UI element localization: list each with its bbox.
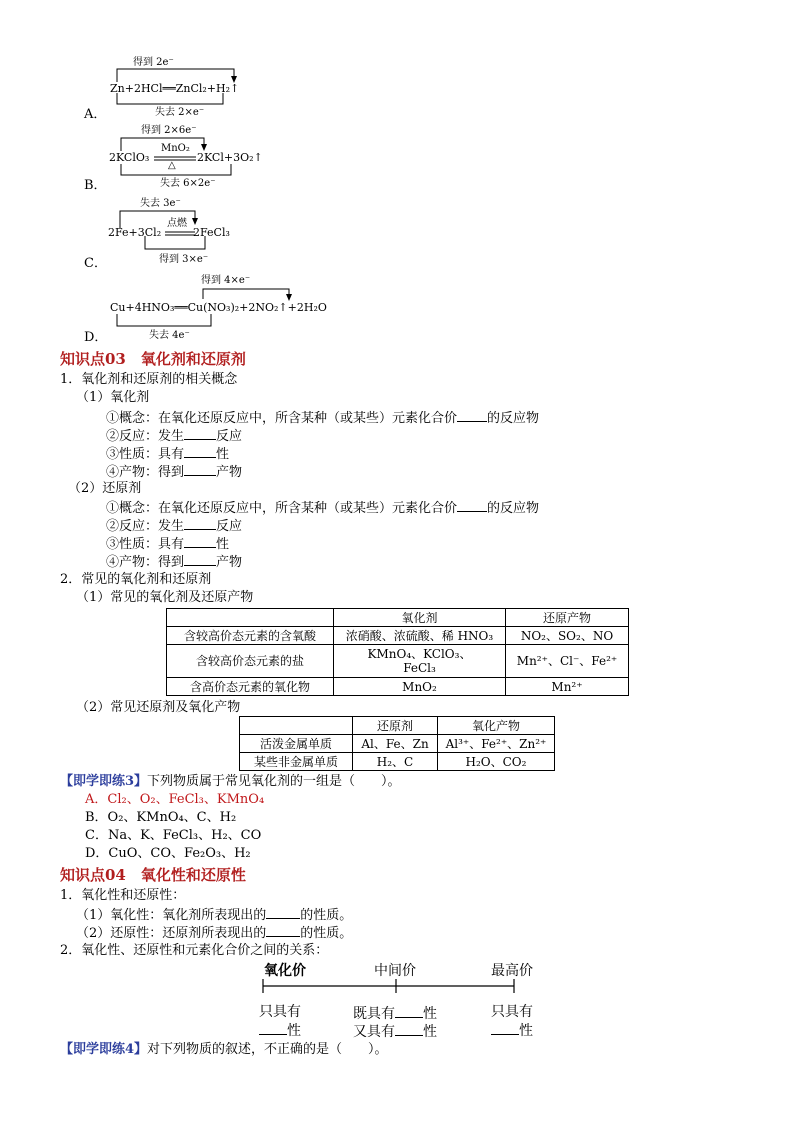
- practice-3-option-a: A．Cl₂、O₂、FeCl₃、KMnO₄: [85, 792, 265, 807]
- practice-3-question: 【即学即练3】下列物质属于常见氧化剂的一组是（ ）。: [60, 774, 401, 789]
- sec3-oxidant-product: ④产物：得到 产物: [106, 465, 243, 480]
- eq-c-condition: 点燃: [167, 218, 187, 229]
- eq-c-right: 2FeCl₃: [193, 226, 230, 239]
- eq-b-loss-label: 失去 6×2e⁻: [160, 178, 216, 189]
- table-row: [167, 609, 629, 627]
- sec4-oxidizing: （1）氧化性：氧化剂所表现出的 的性质。: [76, 908, 353, 923]
- eq-b-gain-label: 得到 2×6e⁻: [141, 125, 197, 136]
- table-row: [167, 678, 629, 696]
- table-cell: 活泼金属单质: [240, 735, 353, 753]
- option-d: D．: [84, 330, 108, 345]
- table-row: [167, 645, 629, 678]
- sec3-oxidant-property: ③性质：具有 性: [106, 447, 230, 462]
- eq-a-loss-label: 失去 2×e⁻: [155, 107, 205, 118]
- table-cell: 含较高价态元素的含氧酸: [167, 627, 334, 645]
- table-cell: 浓硝酸、浓硫酸、稀 HNO₃: [334, 627, 506, 645]
- sec4-reducing: （2）还原性：还原剂所表现出的 的性质。: [76, 926, 353, 941]
- table-cell: 某些非金属单质: [240, 753, 353, 771]
- eq-b-catalyst: MnO₂: [161, 143, 190, 154]
- eq-b-right: 2KCl+3O₂↑: [197, 151, 263, 164]
- practice-4-question: 【即学即练4】对下列物质的叙述，不正确的是（ ）。: [60, 1042, 388, 1057]
- table-row: [240, 753, 555, 771]
- table-row: [167, 627, 629, 645]
- practice-4-tag: 【即学即练4】: [60, 1042, 148, 1057]
- option-a: A．: [84, 107, 107, 122]
- table-cell: Al³⁺、Fe²⁺、Zn²⁺: [438, 735, 555, 753]
- sec3-reductant-head: （2）还原剂: [68, 481, 142, 496]
- eq-d-loss-label: 失去 4e⁻: [149, 330, 190, 341]
- table-cell: H₂、C: [353, 753, 438, 771]
- table-cell: KMnO₄、KClO₃、FeCl₃: [334, 645, 506, 678]
- axis-mid-line1: 既具有 性: [353, 1006, 437, 1022]
- practice-3-tag: 【即学即练3】: [60, 774, 148, 789]
- table-header: 氧化产物: [438, 717, 555, 735]
- axis-right-line2: 性: [491, 1020, 533, 1040]
- practice-3-option-b: B．O₂、KMnO₄、C、H₂: [85, 810, 237, 825]
- axis-left-line1: 只具有: [259, 1004, 301, 1020]
- table-cell: NO₂、SO₂、NO: [506, 627, 629, 645]
- sec4-line-1: 1．氧化性和还原性：: [60, 888, 186, 903]
- eq-b-left: 2KClO₃: [109, 151, 150, 164]
- sec3-oxidant-concept: ①概念：在氧化还原反应中，所含某种（或某些）元素化合价 的反应物: [106, 411, 540, 426]
- axis-left-line2: 性: [259, 1020, 301, 1040]
- practice-3-option-d: D．CuO、CO、Fe₂O₃、H₂: [85, 846, 251, 861]
- section-03-title: 知识点03 氧化剂和还原剂: [60, 350, 246, 368]
- table-header: 还原产物: [506, 609, 629, 627]
- sec3-line-1: 1．氧化剂和还原剂的相关概念: [60, 372, 238, 387]
- reductant-table: [239, 716, 555, 771]
- table-row: [240, 717, 555, 735]
- table-header: 氧化剂: [334, 609, 506, 627]
- eq-a-gain-label: 得到 2e⁻: [133, 57, 174, 68]
- practice-3-option-c: C．Na、K、FeCl₃、H₂、CO: [85, 828, 262, 843]
- table-cell: H₂O、CO₂: [438, 753, 555, 771]
- eq-c-gain-label: 得到 3×e⁻: [159, 254, 209, 265]
- eq-c-loss-label: 失去 3e⁻: [140, 198, 181, 209]
- table-cell: Mn²⁺: [506, 678, 629, 696]
- sec3-oxidant-head: （1）氧化剂: [76, 390, 150, 405]
- option-b: B．: [84, 178, 107, 193]
- sec3-reductant-concept: ①概念：在氧化还原反应中，所含某种（或某些）元素化合价 的反应物: [106, 501, 540, 516]
- table-cell: 含高价态元素的氧化物: [167, 678, 334, 696]
- sec3-reductant-product: ④产物：得到 产物: [106, 555, 243, 570]
- table-row: [240, 735, 555, 753]
- axis-label-mid: 中间价: [374, 963, 416, 979]
- section-04-title: 知识点04 氧化性和还原性: [60, 866, 246, 884]
- table1-caption: （1）常见的氧化剂及还原产物: [76, 590, 254, 605]
- option-c: C．: [84, 256, 107, 271]
- axis-mid-line2: 又具有 性: [353, 1024, 437, 1040]
- eq-c-left: 2Fe+3Cl₂: [108, 226, 162, 239]
- table-cell: 含较高价态元素的盐: [167, 645, 334, 678]
- eq-d-formula: Cu+4HNO₃══Cu(NO₃)₂+2NO₂↑+2H₂O: [110, 301, 327, 314]
- eq-a-formula: Zn+2HCl══ZnCl₂+H₂↑: [110, 82, 240, 95]
- axis-label-left: 氧化价: [264, 963, 306, 979]
- sec4-line-2: 2．氧化性、还原性和元素化合价之间的关系：: [60, 943, 329, 958]
- sec3-reductant-property: ③性质：具有 性: [106, 537, 230, 552]
- table2-caption: （2）常见还原剂及氧化产物: [76, 700, 241, 715]
- table-cell: Mn²⁺、Cl⁻、Fe²⁺: [506, 645, 629, 678]
- oxidant-table: [166, 608, 629, 696]
- eq-d-gain-label: 得到 4×e⁻: [201, 275, 251, 286]
- table-cell: MnO₂: [334, 678, 506, 696]
- sec3-reductant-reaction: ②反应：发生 反应: [106, 519, 243, 534]
- table-cell: Al、Fe、Zn: [353, 735, 438, 753]
- table-cell: [167, 609, 334, 627]
- eq-b-heat: △: [168, 160, 176, 171]
- sec3-oxidant-reaction: ②反应：发生 反应: [106, 429, 243, 444]
- sec3-line-2: 2．常见的氧化剂和还原剂: [60, 572, 212, 587]
- axis-label-right: 最高价: [491, 963, 533, 979]
- table-header: 还原剂: [353, 717, 438, 735]
- axis-right-line1: 只具有: [491, 1004, 533, 1020]
- table-cell: [240, 717, 353, 735]
